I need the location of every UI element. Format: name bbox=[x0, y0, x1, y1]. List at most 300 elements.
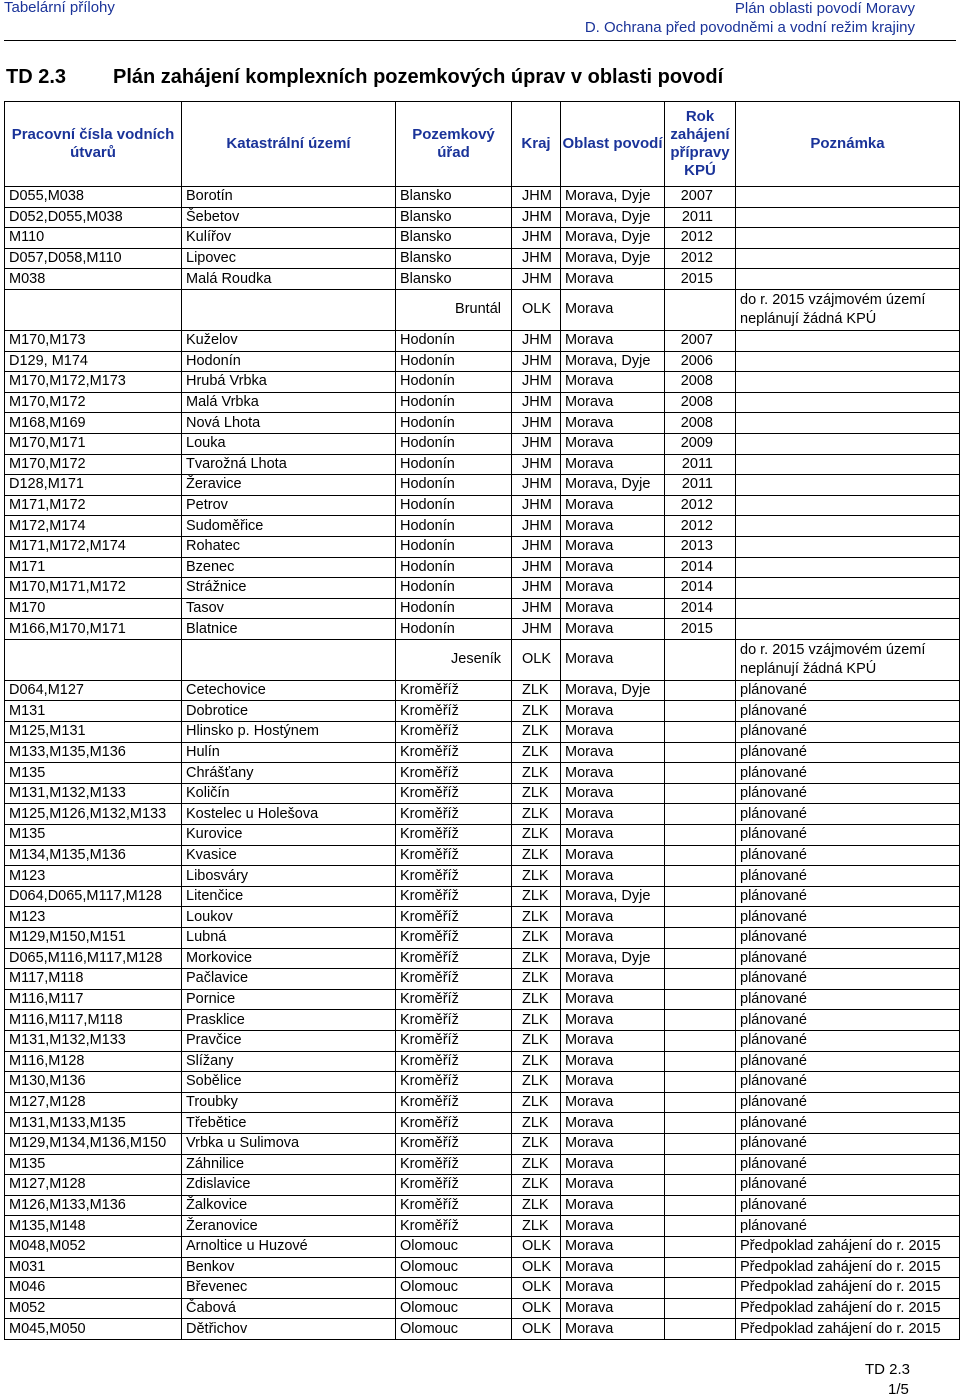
cell-ku: Pravčice bbox=[182, 1030, 396, 1051]
cell-pozn: do r. 2015 vzájmovém území neplánují žádná KPÚ bbox=[736, 639, 960, 680]
cell-ut: D065,M116,M117,M128 bbox=[5, 948, 182, 969]
cell-pozn: plánované bbox=[736, 866, 960, 887]
cell-ku: Kuželov bbox=[182, 330, 396, 351]
cell-oblast: Morava, Dyje bbox=[561, 475, 665, 496]
cell-pu: Kroměříž bbox=[396, 783, 512, 804]
cell-kraj: JHM bbox=[512, 228, 561, 249]
cell-ut: M170 bbox=[5, 598, 182, 619]
cell-kraj: ZLK bbox=[512, 742, 561, 763]
cell-ku: Tvarožná Lhota bbox=[182, 454, 396, 475]
cell-pu: Kroměříž bbox=[396, 1051, 512, 1072]
cell-ku: Sobělice bbox=[182, 1072, 396, 1093]
table-row bbox=[5, 1010, 960, 1031]
table-row bbox=[5, 1133, 960, 1154]
cell-ku: Dětřichov bbox=[182, 1319, 396, 1340]
cell-kraj: OLK bbox=[512, 289, 561, 330]
cell-ku: Chrášťany bbox=[182, 763, 396, 784]
table-row bbox=[5, 330, 960, 351]
cell-rok bbox=[665, 1113, 736, 1134]
cell-ut bbox=[5, 289, 182, 330]
cell-pozn bbox=[736, 207, 960, 228]
cell-ut: M031 bbox=[5, 1257, 182, 1278]
table-row bbox=[5, 680, 960, 701]
cell-rok: 2009 bbox=[665, 433, 736, 454]
cell-rok bbox=[665, 825, 736, 846]
cell-oblast: Morava bbox=[561, 392, 665, 413]
table-row bbox=[5, 1092, 960, 1113]
cell-ku: Sudoměřice bbox=[182, 516, 396, 537]
cell-rok bbox=[665, 1319, 736, 1340]
cell-ut: M129,M150,M151 bbox=[5, 928, 182, 949]
cell-oblast: Morava bbox=[561, 928, 665, 949]
cell-rok: 2011 bbox=[665, 454, 736, 475]
table-row bbox=[5, 392, 960, 413]
table-row bbox=[5, 845, 960, 866]
cell-ku: Borotín bbox=[182, 187, 396, 208]
cell-ku: Kvasice bbox=[182, 845, 396, 866]
cell-ku: Libosváry bbox=[182, 866, 396, 887]
cell-ut: M116,M117 bbox=[5, 989, 182, 1010]
cell-pu: Hodonín bbox=[396, 495, 512, 516]
cell-ku: Lipovec bbox=[182, 248, 396, 269]
cell-oblast: Morava bbox=[561, 598, 665, 619]
cell-ku: Pornice bbox=[182, 989, 396, 1010]
cell-ut: M170,M173 bbox=[5, 330, 182, 351]
cell-oblast: Morava bbox=[561, 433, 665, 454]
cell-kraj: JHM bbox=[512, 330, 561, 351]
table-row bbox=[5, 598, 960, 619]
cell-ku: Záhnilice bbox=[182, 1154, 396, 1175]
cell-rok bbox=[665, 886, 736, 907]
cell-ut: M123 bbox=[5, 866, 182, 887]
table-row bbox=[5, 372, 960, 393]
cell-pozn: Předpoklad zahájení do r. 2015 bbox=[736, 1319, 960, 1340]
cell-ut: M126,M133,M136 bbox=[5, 1195, 182, 1216]
cell-kraj: ZLK bbox=[512, 1133, 561, 1154]
table-row bbox=[5, 783, 960, 804]
cell-pozn bbox=[736, 187, 960, 208]
cell-oblast: Morava bbox=[561, 1278, 665, 1299]
cell-pozn: plánované bbox=[736, 948, 960, 969]
cell-pu: Blansko bbox=[396, 228, 512, 249]
cell-kraj: ZLK bbox=[512, 1072, 561, 1093]
cell-kraj: ZLK bbox=[512, 804, 561, 825]
cell-pu: Hodonín bbox=[396, 475, 512, 496]
cell-kraj: ZLK bbox=[512, 1092, 561, 1113]
cell-pu: Blansko bbox=[396, 207, 512, 228]
cell-pozn: plánované bbox=[736, 1133, 960, 1154]
cell-pu: Olomouc bbox=[396, 1257, 512, 1278]
table-header-row bbox=[5, 102, 960, 187]
cell-pozn: plánované bbox=[736, 680, 960, 701]
cell-kraj: ZLK bbox=[512, 1216, 561, 1237]
cell-kraj: JHM bbox=[512, 269, 561, 290]
cell-rok bbox=[665, 1010, 736, 1031]
cell-pozn: Předpoklad zahájení do r. 2015 bbox=[736, 1298, 960, 1319]
cell-pu: Kroměříž bbox=[396, 969, 512, 990]
cell-ku: Žalkovice bbox=[182, 1195, 396, 1216]
cell-ut: M052 bbox=[5, 1298, 182, 1319]
cell-ku: Pačlavice bbox=[182, 969, 396, 990]
cell-rok bbox=[665, 1030, 736, 1051]
table-row bbox=[5, 269, 960, 290]
cell-pozn: plánované bbox=[736, 1216, 960, 1237]
cell-pozn: plánované bbox=[736, 783, 960, 804]
cell-kraj: ZLK bbox=[512, 722, 561, 743]
cell-rok bbox=[665, 948, 736, 969]
cell-oblast: Morava bbox=[561, 1257, 665, 1278]
cell-ut: M171,M172 bbox=[5, 495, 182, 516]
cell-ku: Prasklice bbox=[182, 1010, 396, 1031]
table-row bbox=[5, 289, 960, 330]
cell-pu: Kroměříž bbox=[396, 907, 512, 928]
cell-rok: 2014 bbox=[665, 598, 736, 619]
cell-pozn: plánované bbox=[736, 907, 960, 928]
cell-rok bbox=[665, 989, 736, 1010]
cell-ku: Kulířov bbox=[182, 228, 396, 249]
table-row bbox=[5, 1278, 960, 1299]
table-row bbox=[5, 763, 960, 784]
cell-pu: Hodonín bbox=[396, 433, 512, 454]
cell-rok bbox=[665, 1216, 736, 1237]
cell-ut: M038 bbox=[5, 269, 182, 290]
cell-pozn bbox=[736, 269, 960, 290]
cell-oblast: Morava bbox=[561, 536, 665, 557]
cell-pozn: Předpoklad zahájení do r. 2015 bbox=[736, 1278, 960, 1299]
table-row bbox=[5, 557, 960, 578]
cell-kraj: ZLK bbox=[512, 680, 561, 701]
cell-ku: Kurovice bbox=[182, 825, 396, 846]
cell-ut bbox=[5, 639, 182, 680]
cell-ut: M134,M135,M136 bbox=[5, 845, 182, 866]
cell-pu: Hodonín bbox=[396, 372, 512, 393]
cell-pu: Kroměříž bbox=[396, 742, 512, 763]
cell-pu: Kroměříž bbox=[396, 1175, 512, 1196]
table-row bbox=[5, 1113, 960, 1134]
cell-pozn bbox=[736, 598, 960, 619]
cell-pozn: plánované bbox=[736, 1113, 960, 1134]
cell-oblast: Morava bbox=[561, 289, 665, 330]
cell-ut: M123 bbox=[5, 907, 182, 928]
cell-kraj: JHM bbox=[512, 475, 561, 496]
cell-oblast: Morava bbox=[561, 639, 665, 680]
col-header-oblast: Oblast povodí bbox=[561, 102, 665, 187]
cell-oblast: Morava, Dyje bbox=[561, 248, 665, 269]
cell-ku: Nová Lhota bbox=[182, 413, 396, 434]
cell-rok: 2013 bbox=[665, 536, 736, 557]
table-row bbox=[5, 495, 960, 516]
cell-pozn: do r. 2015 vzájmovém území neplánují žádná KPÚ bbox=[736, 289, 960, 330]
cell-pozn: plánované bbox=[736, 1175, 960, 1196]
cell-ut: M127,M128 bbox=[5, 1092, 182, 1113]
cell-ut: M116,M128 bbox=[5, 1051, 182, 1072]
cell-rok: 2008 bbox=[665, 413, 736, 434]
cell-pu: Hodonín bbox=[396, 454, 512, 475]
cell-pu: Olomouc bbox=[396, 1298, 512, 1319]
cell-rok bbox=[665, 1133, 736, 1154]
cell-rok bbox=[665, 907, 736, 928]
cell-rok bbox=[665, 742, 736, 763]
cell-kraj: ZLK bbox=[512, 763, 561, 784]
running-header-left: Tabelární přílohy bbox=[4, 0, 115, 16]
cell-ku: Břevenec bbox=[182, 1278, 396, 1299]
cell-pozn bbox=[736, 557, 960, 578]
cell-pozn: plánované bbox=[736, 1195, 960, 1216]
cell-oblast: Morava bbox=[561, 269, 665, 290]
cell-pu: Bruntál bbox=[396, 289, 512, 330]
cell-pu: Kroměříž bbox=[396, 989, 512, 1010]
cell-ut: D057,D058,M110 bbox=[5, 248, 182, 269]
cell-pu: Blansko bbox=[396, 269, 512, 290]
cell-rok bbox=[665, 1175, 736, 1196]
cell-oblast: Morava bbox=[561, 907, 665, 928]
cell-kraj: ZLK bbox=[512, 783, 561, 804]
cell-oblast: Morava bbox=[561, 742, 665, 763]
table-row bbox=[5, 1072, 960, 1093]
cell-rok bbox=[665, 701, 736, 722]
cell-ut: M131 bbox=[5, 701, 182, 722]
cell-ut: M170,M171,M172 bbox=[5, 578, 182, 599]
cell-pu: Kroměříž bbox=[396, 928, 512, 949]
cell-pu: Kroměříž bbox=[396, 825, 512, 846]
cell-oblast: Morava bbox=[561, 516, 665, 537]
cell-rok: 2012 bbox=[665, 248, 736, 269]
cell-pu: Kroměříž bbox=[396, 1030, 512, 1051]
cell-rok bbox=[665, 722, 736, 743]
cell-ut: M110 bbox=[5, 228, 182, 249]
cell-pu: Kroměříž bbox=[396, 845, 512, 866]
cell-oblast: Morava bbox=[561, 825, 665, 846]
cell-ut: M045,M050 bbox=[5, 1319, 182, 1340]
cell-rok bbox=[665, 1195, 736, 1216]
cell-ut: D052,D055,M038 bbox=[5, 207, 182, 228]
cell-ut: M129,M134,M136,M150 bbox=[5, 1133, 182, 1154]
cell-ut: M131,M133,M135 bbox=[5, 1113, 182, 1134]
cell-kraj: ZLK bbox=[512, 1154, 561, 1175]
cell-pozn bbox=[736, 516, 960, 537]
cell-oblast: Morava, Dyje bbox=[561, 228, 665, 249]
cell-kraj: JHM bbox=[512, 433, 561, 454]
cell-ku: Morkovice bbox=[182, 948, 396, 969]
cell-ut: M131,M132,M133 bbox=[5, 783, 182, 804]
cell-pozn: plánované bbox=[736, 1051, 960, 1072]
header-right-line1: Plán oblasti povodí Moravy bbox=[734, 0, 915, 17]
cell-kraj: JHM bbox=[512, 516, 561, 537]
cell-pu: Kroměříž bbox=[396, 1195, 512, 1216]
cell-kraj: ZLK bbox=[512, 907, 561, 928]
cell-ku: Hlinsko p. Hostýnem bbox=[182, 722, 396, 743]
cell-rok bbox=[665, 639, 736, 680]
cell-pozn: plánované bbox=[736, 886, 960, 907]
cell-rok bbox=[665, 783, 736, 804]
cell-ku: Hrubá Vrbka bbox=[182, 372, 396, 393]
cell-oblast: Morava bbox=[561, 1133, 665, 1154]
cell-pu: Kroměříž bbox=[396, 1113, 512, 1134]
cell-kraj: JHM bbox=[512, 557, 561, 578]
cell-ku bbox=[182, 289, 396, 330]
cell-oblast: Morava bbox=[561, 783, 665, 804]
cell-ku: Čabová bbox=[182, 1298, 396, 1319]
cell-pu: Jeseník bbox=[396, 639, 512, 680]
cell-kraj: JHM bbox=[512, 454, 561, 475]
cell-kraj: JHM bbox=[512, 351, 561, 372]
cell-ut: M166,M170,M171 bbox=[5, 619, 182, 640]
table-row bbox=[5, 1154, 960, 1175]
cell-kraj: ZLK bbox=[512, 701, 561, 722]
cell-ku: Blatnice bbox=[182, 619, 396, 640]
cell-rok bbox=[665, 845, 736, 866]
cell-pozn: plánované bbox=[736, 928, 960, 949]
table-row bbox=[5, 886, 960, 907]
running-header-right bbox=[585, 0, 915, 37]
cell-pozn bbox=[736, 619, 960, 640]
cell-pozn: plánované bbox=[736, 1154, 960, 1175]
cell-pu: Kroměříž bbox=[396, 1216, 512, 1237]
cell-pu: Hodonín bbox=[396, 351, 512, 372]
table-row bbox=[5, 722, 960, 743]
cell-oblast: Morava bbox=[561, 989, 665, 1010]
cell-oblast: Morava bbox=[561, 578, 665, 599]
cell-pozn bbox=[736, 413, 960, 434]
table-row bbox=[5, 413, 960, 434]
cell-ku: Količín bbox=[182, 783, 396, 804]
cell-kraj: JHM bbox=[512, 495, 561, 516]
cell-ut: D128,M171 bbox=[5, 475, 182, 496]
cell-oblast: Morava bbox=[561, 557, 665, 578]
cell-pu: Kroměříž bbox=[396, 1154, 512, 1175]
cell-rok: 2012 bbox=[665, 516, 736, 537]
cell-ut: M133,M135,M136 bbox=[5, 742, 182, 763]
cell-rok bbox=[665, 969, 736, 990]
cell-oblast: Morava bbox=[561, 1010, 665, 1031]
cell-ut: M125,M126,M132,M133 bbox=[5, 804, 182, 825]
col-header-pozn: Poznámka bbox=[736, 102, 960, 187]
cell-kraj: JHM bbox=[512, 536, 561, 557]
cell-ut: M170,M172,M173 bbox=[5, 372, 182, 393]
cell-pozn: plánované bbox=[736, 845, 960, 866]
cell-oblast: Morava bbox=[561, 1154, 665, 1175]
cell-pu: Kroměříž bbox=[396, 804, 512, 825]
cell-kraj: OLK bbox=[512, 1298, 561, 1319]
cell-rok: 2008 bbox=[665, 392, 736, 413]
cell-ku: Petrov bbox=[182, 495, 396, 516]
table-body bbox=[5, 187, 960, 1340]
cell-kraj: JHM bbox=[512, 413, 561, 434]
cell-pozn bbox=[736, 454, 960, 475]
cell-ut: D129, M174 bbox=[5, 351, 182, 372]
cell-kraj: JHM bbox=[512, 598, 561, 619]
table-row bbox=[5, 701, 960, 722]
cell-oblast: Morava, Dyje bbox=[561, 680, 665, 701]
cell-ut: M117,M118 bbox=[5, 969, 182, 990]
cell-oblast: Morava bbox=[561, 495, 665, 516]
cell-kraj: OLK bbox=[512, 639, 561, 680]
table-row bbox=[5, 1319, 960, 1340]
cell-pu: Olomouc bbox=[396, 1319, 512, 1340]
cell-pozn: plánované bbox=[736, 763, 960, 784]
cell-ku: Malá Vrbka bbox=[182, 392, 396, 413]
cell-oblast: Morava bbox=[561, 804, 665, 825]
table-row bbox=[5, 866, 960, 887]
cell-oblast: Morava, Dyje bbox=[561, 207, 665, 228]
table-row bbox=[5, 928, 960, 949]
cell-rok bbox=[665, 928, 736, 949]
cell-ku: Vrbka u Sulimova bbox=[182, 1133, 396, 1154]
cell-oblast: Morava bbox=[561, 330, 665, 351]
cell-pozn bbox=[736, 392, 960, 413]
table-row bbox=[5, 1257, 960, 1278]
cell-ku: Hodonín bbox=[182, 351, 396, 372]
cell-rok bbox=[665, 1236, 736, 1257]
cell-pu: Hodonín bbox=[396, 392, 512, 413]
cell-pozn: plánované bbox=[736, 969, 960, 990]
cell-oblast: Morava bbox=[561, 763, 665, 784]
cell-oblast: Morava bbox=[561, 1092, 665, 1113]
table-row bbox=[5, 825, 960, 846]
cell-ku: Hulín bbox=[182, 742, 396, 763]
cell-rok bbox=[665, 1092, 736, 1113]
cell-kraj: ZLK bbox=[512, 1195, 561, 1216]
cell-ku: Rohatec bbox=[182, 536, 396, 557]
table-row bbox=[5, 1175, 960, 1196]
cell-ku: Malá Roudka bbox=[182, 269, 396, 290]
cell-kraj: JHM bbox=[512, 578, 561, 599]
cell-kraj: ZLK bbox=[512, 1030, 561, 1051]
cell-oblast: Morava bbox=[561, 1175, 665, 1196]
kpu-table bbox=[4, 101, 960, 1340]
cell-kraj: OLK bbox=[512, 1319, 561, 1340]
cell-ut: M130,M136 bbox=[5, 1072, 182, 1093]
cell-pozn: plánované bbox=[736, 825, 960, 846]
cell-ku: Benkov bbox=[182, 1257, 396, 1278]
table-row bbox=[5, 907, 960, 928]
cell-oblast: Morava, Dyje bbox=[561, 351, 665, 372]
cell-ut: M131,M132,M133 bbox=[5, 1030, 182, 1051]
cell-rok: 2012 bbox=[665, 495, 736, 516]
col-header-ut: Pracovní čísla vodních útvarů bbox=[5, 102, 182, 187]
cell-pu: Hodonín bbox=[396, 330, 512, 351]
cell-ku: Strážnice bbox=[182, 578, 396, 599]
cell-pozn: plánované bbox=[736, 701, 960, 722]
table-id: TD 2.3 bbox=[6, 66, 67, 88]
cell-kraj: ZLK bbox=[512, 1010, 561, 1031]
cell-ut: M135 bbox=[5, 825, 182, 846]
cell-ut: M170,M172 bbox=[5, 454, 182, 475]
cell-rok: 2015 bbox=[665, 269, 736, 290]
cell-ku: Žeravice bbox=[182, 475, 396, 496]
cell-pozn: plánované bbox=[736, 989, 960, 1010]
cell-pozn bbox=[736, 578, 960, 599]
table-row bbox=[5, 433, 960, 454]
table-row bbox=[5, 969, 960, 990]
col-header-rok: Rok zahájení přípravy KPÚ bbox=[665, 102, 736, 187]
table-row bbox=[5, 1051, 960, 1072]
cell-pozn bbox=[736, 248, 960, 269]
cell-ut: D055,M038 bbox=[5, 187, 182, 208]
cell-kraj: JHM bbox=[512, 372, 561, 393]
table-row bbox=[5, 948, 960, 969]
cell-kraj: JHM bbox=[512, 187, 561, 208]
cell-kraj: JHM bbox=[512, 248, 561, 269]
cell-ut: M127,M128 bbox=[5, 1175, 182, 1196]
cell-oblast: Morava bbox=[561, 372, 665, 393]
cell-kraj: ZLK bbox=[512, 928, 561, 949]
cell-rok: 2007 bbox=[665, 187, 736, 208]
cell-rok bbox=[665, 1072, 736, 1093]
cell-oblast: Morava bbox=[561, 619, 665, 640]
table-row bbox=[5, 475, 960, 496]
footer-table-id: TD 2.3 bbox=[865, 1361, 911, 1378]
